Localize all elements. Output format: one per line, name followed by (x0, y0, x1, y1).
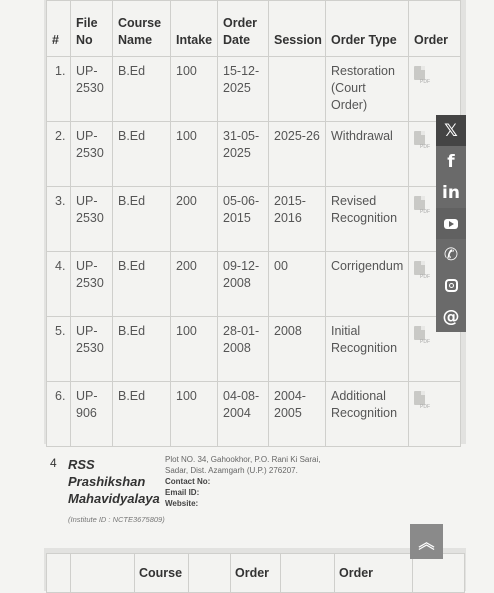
facebook-icon[interactable]: f (436, 146, 466, 177)
course-name: B.Ed (113, 57, 171, 122)
institute-id: (Institute ID : NCTE3675809) (68, 515, 165, 524)
row-number: 3. (47, 187, 71, 252)
institute-contact-info (165, 454, 325, 509)
table-row (47, 252, 461, 317)
order-type: Corrigendum (326, 252, 409, 317)
linkedin-icon[interactable]: in (436, 177, 466, 208)
order-type: Additional Recognition (326, 382, 409, 447)
next-orders-table (44, 548, 466, 591)
table-header-row (47, 1, 461, 57)
pdf-icon[interactable]: PDF (414, 326, 425, 340)
pdf-icon[interactable]: PDF (414, 261, 425, 275)
table-row (47, 187, 461, 252)
row-number: 6. (47, 382, 71, 447)
row-number: 2. (47, 122, 71, 187)
order-type: Initial Recognition (326, 317, 409, 382)
scroll-to-top-button[interactable] (410, 524, 443, 559)
institute-number: 4 (50, 456, 57, 470)
session (269, 57, 326, 122)
institute-name[interactable]: RSS Prashikshan Mahavidyalaya (68, 457, 160, 506)
header-file-no: File No (71, 1, 113, 57)
course-name: B.Ed (113, 382, 171, 447)
pdf-icon[interactable]: PDF (414, 196, 425, 210)
file-no: UP-2530 (71, 57, 113, 122)
file-no: UP-906 (71, 382, 113, 447)
header-order-type: Order (335, 554, 413, 593)
header-course: Course (135, 554, 189, 593)
intake: 100 (171, 57, 218, 122)
file-no: UP-2530 (71, 122, 113, 187)
session: 2015-2016 (269, 187, 326, 252)
order-cell (409, 57, 461, 122)
session: 2004-2005 (269, 382, 326, 447)
header-course-name: Course Name (113, 1, 171, 57)
file-no: UP-2530 (71, 252, 113, 317)
intake: 200 (171, 187, 218, 252)
order-date: 09-12-2008 (218, 252, 269, 317)
order-cell (409, 382, 461, 447)
contact-label: Contact No: (165, 477, 211, 486)
course-name: B.Ed (113, 317, 171, 382)
order-type: Revised Recognition (326, 187, 409, 252)
header-intake: Intake (171, 1, 218, 57)
order-date: 15-12-2025 (218, 57, 269, 122)
session: 2025-26 (269, 122, 326, 187)
table-header-row (47, 554, 465, 593)
session: 00 (269, 252, 326, 317)
institute-address: Plot NO. 34, Gahookhor, P.O. Rani Ki Sarai, Sadar, Dist. Azamgarh (U.P.) 276207. (165, 455, 321, 475)
double-chevron-up-icon: ︽ (418, 533, 435, 552)
pdf-icon[interactable]: PDF (414, 66, 425, 80)
row-number: 1. (47, 57, 71, 122)
x-icon[interactable]: 𝕏 (436, 115, 466, 146)
row-number: 5. (47, 317, 71, 382)
table-row (47, 122, 461, 187)
pdf-icon[interactable]: PDF (414, 391, 425, 405)
social-share-bar (436, 115, 466, 332)
header-order-date: Order (231, 554, 281, 593)
session: 2008 (269, 317, 326, 382)
website-label: Website: (165, 499, 199, 508)
order-type: Restoration (Court Order) (326, 57, 409, 122)
file-no: UP-2530 (71, 317, 113, 382)
instagram-icon[interactable] (436, 270, 466, 301)
threads-icon[interactable]: @ (436, 301, 466, 332)
header-order-type: Order Type (326, 1, 409, 57)
order-date: 04-08-2004 (218, 382, 269, 447)
intake: 100 (171, 317, 218, 382)
file-no: UP-2530 (71, 187, 113, 252)
order-date: 28-01-2008 (218, 317, 269, 382)
order-type: Withdrawal (326, 122, 409, 187)
order-date: 05-06-2015 (218, 187, 269, 252)
whatsapp-icon[interactable]: ✆ (436, 239, 466, 270)
pdf-icon[interactable]: PDF (414, 131, 425, 145)
intake: 100 (171, 122, 218, 187)
course-name: B.Ed (113, 252, 171, 317)
header-number: # (47, 1, 71, 57)
header-order: Order (409, 1, 461, 57)
youtube-icon[interactable] (436, 208, 466, 239)
orders-table (46, 0, 461, 447)
order-date: 31-05-2025 (218, 122, 269, 187)
table-row (47, 57, 461, 122)
intake: 100 (171, 382, 218, 447)
course-name: B.Ed (113, 187, 171, 252)
table-row (47, 317, 461, 382)
header-order-date: Order Date (218, 1, 269, 57)
email-label: Email ID: (165, 488, 200, 497)
course-name: B.Ed (113, 122, 171, 187)
header-session: Session (269, 1, 326, 57)
table-row (47, 382, 461, 447)
intake: 200 (171, 252, 218, 317)
institute-entry (44, 446, 466, 546)
row-number: 4. (47, 252, 71, 317)
